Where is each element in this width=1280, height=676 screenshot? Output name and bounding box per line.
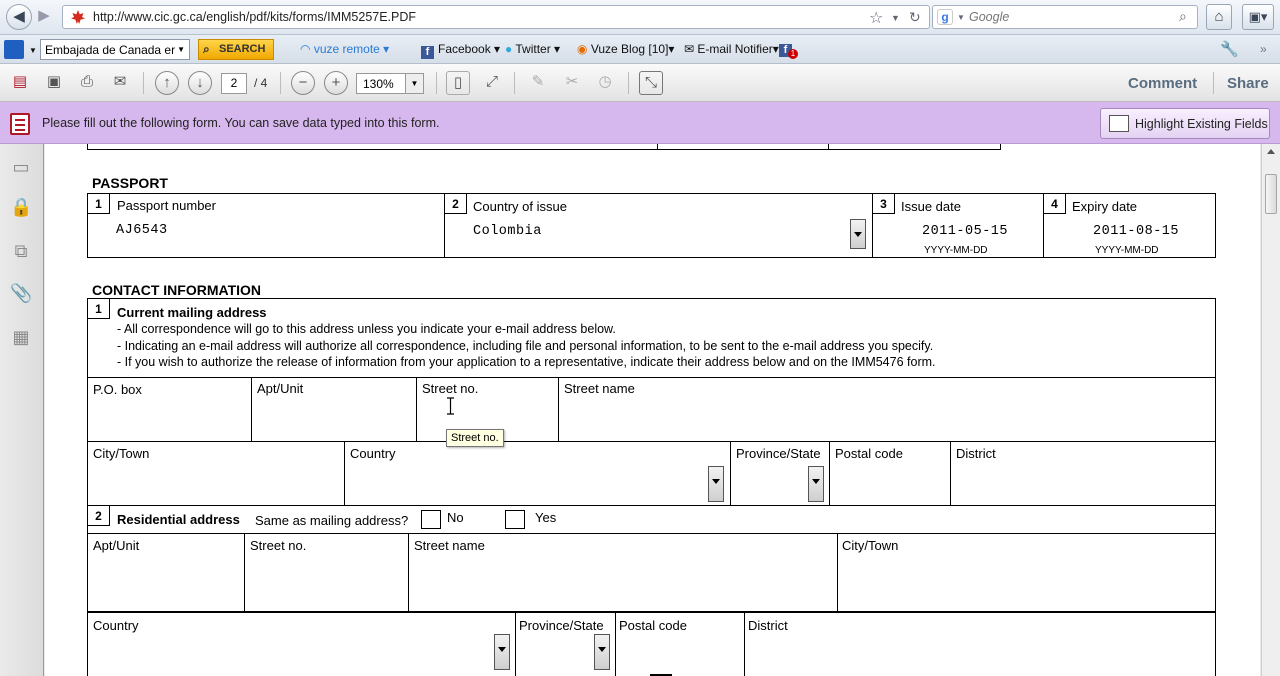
facebook-icon: f [421, 46, 434, 59]
mailing-note: - All correspondence will go to this address unless you indicate your e-mail address below. [117, 322, 616, 336]
field-number: 1 [88, 194, 110, 214]
expiry-date-field[interactable]: 2011-08-15 [1093, 224, 1180, 239]
bookmark-select-value: Embajada de Canada er [45, 43, 176, 57]
search-icon: ⌕ [203, 42, 210, 56]
history-dropdown-icon[interactable]: ▼ [891, 13, 900, 23]
toolbar-divider [280, 72, 281, 94]
comment-button[interactable]: Comment [1128, 75, 1198, 92]
toolbar-logo-icon[interactable] [4, 40, 24, 59]
page-number-input[interactable]: 2 [221, 73, 247, 94]
fit-page-icon[interactable]: ▯ [446, 71, 470, 95]
mailing-street-no-field[interactable]: Street no. [422, 381, 479, 396]
col-divider [829, 441, 830, 505]
no-label: No [447, 510, 464, 525]
wrench-icon[interactable]: 🔧 [1220, 41, 1239, 58]
sign-icon[interactable]: ✎ [531, 73, 545, 90]
table-edge [87, 149, 1001, 150]
issue-date-field[interactable]: 2011-05-15 [922, 224, 1009, 239]
text-cursor-icon [447, 397, 454, 415]
residential-province-dropdown[interactable] [594, 634, 610, 670]
magnifier-icon[interactable]: ⌕ [1179, 8, 1187, 24]
page-thumbnails-icon[interactable]: ▭ [12, 157, 30, 177]
col-divider [251, 377, 252, 441]
highlight-fields-label: Highlight Existing Fields [1135, 117, 1268, 131]
vertical-scrollbar[interactable] [1261, 144, 1280, 676]
mailing-postal-code-field[interactable]: Postal code [835, 446, 903, 461]
mailing-country-dropdown[interactable] [708, 466, 724, 502]
field-number: 4 [1044, 194, 1066, 214]
search-bar[interactable] [932, 5, 1198, 29]
search-engine-dropdown-icon[interactable]: ▼ [957, 13, 965, 22]
field-tooltip: Street no. [446, 429, 504, 447]
bookmark-star-icon[interactable]: ☆ [869, 10, 884, 27]
table-edge [1000, 144, 1001, 150]
residential-address-title: Residential address [117, 512, 240, 527]
toolbar-divider [436, 72, 437, 94]
navigation-panel [0, 144, 44, 676]
col-divider [515, 612, 516, 676]
facebook-badge-icon: f [779, 44, 792, 57]
mailing-country-field[interactable]: Country [350, 446, 396, 461]
facebook-link[interactable]: f Facebook ▾ [421, 42, 500, 59]
scroll-up-arrow-icon[interactable] [1267, 149, 1275, 154]
next-page-button[interactable]: ↓ [188, 71, 212, 95]
home-icon[interactable]: ⌂ [1206, 4, 1232, 30]
fit-width-icon[interactable]: ⤢ [485, 73, 498, 90]
col-divider [244, 533, 245, 611]
table-edge [87, 144, 88, 150]
share-button[interactable]: Share [1227, 75, 1269, 92]
col-divider [615, 612, 616, 676]
site-favicon-icon [71, 10, 85, 24]
pdf-page [45, 144, 1260, 676]
field-number: 3 [873, 194, 895, 214]
issue-date-label: Issue date [901, 199, 961, 214]
zoom-out-button[interactable]: − [291, 71, 315, 95]
pdf-toolbar [0, 64, 1280, 102]
search-placeholder: Google [969, 10, 1010, 24]
bookmarks-toolbar [0, 35, 1280, 64]
country-of-issue-field[interactable]: Colombia [473, 224, 542, 239]
create-pdf-icon[interactable]: ▤ [12, 73, 28, 90]
col-divider [558, 377, 559, 441]
zoom-in-button[interactable]: + [324, 71, 348, 95]
highlight-fields-button[interactable] [1100, 108, 1270, 139]
save-icon[interactable]: ▣ [46, 73, 62, 90]
facebook-notification[interactable] [779, 40, 796, 57]
col-divider [416, 377, 417, 441]
mailing-city-field[interactable]: City/Town [93, 446, 150, 461]
envelope-icon: ✉ [684, 42, 698, 56]
residential-street-no-field[interactable]: Street no. [250, 538, 307, 553]
twitter-link[interactable]: ● Twitter ▾ [505, 42, 561, 56]
row-divider [88, 377, 1215, 378]
field-number: 2 [445, 194, 467, 214]
table-edge [657, 144, 658, 150]
contact-table [87, 298, 1216, 676]
email-icon[interactable]: ✉ [113, 73, 127, 90]
vuze-blog-link[interactable]: ◉ Vuze Blog [10]▾ [577, 42, 675, 56]
paperclip-icon[interactable]: 📎 [10, 283, 33, 303]
twitter-icon: ● [505, 42, 516, 56]
mailing-province-field[interactable]: Province/State [736, 446, 821, 461]
passport-table [87, 193, 1216, 258]
residential-street-name-field[interactable]: Street name [414, 538, 485, 553]
field-number: 1 [88, 299, 110, 319]
passport-number-cell [88, 194, 445, 257]
tools-menu-icon[interactable]: ▣▾ [1242, 4, 1274, 30]
residential-country-field[interactable]: Country [93, 618, 139, 633]
row-divider [88, 441, 1215, 442]
yes-label: Yes [535, 510, 557, 525]
google-icon[interactable]: g [937, 9, 953, 25]
same-address-yes-checkbox[interactable] [505, 510, 525, 529]
mailing-street-name-field[interactable]: Street name [564, 381, 635, 396]
country-dropdown-button[interactable] [850, 219, 866, 249]
toolbar-overflow-icon[interactable]: » [1260, 42, 1267, 56]
col-divider [744, 612, 745, 676]
print-icon[interactable]: ⎙ [80, 73, 93, 90]
toolbar-divider [514, 72, 515, 94]
col-divider [950, 441, 951, 505]
reload-icon[interactable]: ↻ [909, 9, 921, 25]
chevron-down-icon: ▼ [177, 45, 185, 54]
mailing-district-field[interactable]: District [956, 446, 996, 461]
same-address-no-checkbox[interactable] [421, 510, 441, 529]
pages-icon[interactable]: ⧉ [14, 241, 28, 261]
notification-count: 1 [788, 49, 798, 59]
forward-button[interactable]: ▶ [38, 7, 50, 24]
scrollbar-thumb[interactable] [1265, 174, 1277, 214]
residential-apt-unit-field[interactable]: Apt/Unit [93, 538, 140, 553]
toolbar-menu-arrow-icon[interactable]: ▼ [29, 46, 37, 55]
bookmark-select[interactable] [40, 39, 190, 60]
expiry-date-label: Expiry date [1072, 199, 1138, 214]
stamp-icon[interactable]: ◷ [598, 73, 612, 90]
fullscreen-icon[interactable]: ⤡ [639, 71, 663, 95]
toolbar-search-label: SEARCH [219, 43, 266, 55]
toolbar-divider [143, 72, 144, 94]
date-format-hint: YYYY-MM-DD [1095, 245, 1159, 256]
row-divider [88, 533, 1215, 534]
col-divider [837, 533, 838, 611]
mailing-note: - If you wish to authorize the release of information from your application to a representative, indicate their address below and on the IMM5476 form. [117, 355, 936, 369]
zoom-select[interactable] [356, 73, 424, 94]
residential-district-field[interactable]: District [748, 618, 788, 633]
vuze-remote-link[interactable]: ◠ vuze remote ▾ [300, 42, 390, 56]
country-of-issue-cell [445, 194, 873, 257]
col-divider [344, 441, 345, 505]
expiry-date-cell [1044, 194, 1215, 257]
col-divider [730, 441, 731, 505]
address-bar[interactable] [62, 5, 930, 29]
residential-province-field[interactable]: Province/State [519, 618, 604, 633]
table-edge [828, 144, 829, 150]
form-message-bar [0, 102, 1280, 144]
country-of-issue-label: Country of issue [473, 199, 567, 214]
passport-number-label: Passport number [117, 198, 216, 213]
row-divider [88, 611, 1215, 613]
residential-postal-code-field[interactable]: Postal code [619, 618, 687, 633]
zoom-value: 130% [363, 77, 394, 91]
mailing-note: - Indicating an e-mail address will authorize all correspondence, including file and personal information, to be sent to the e-mail address you specify. [117, 339, 934, 353]
issue-date-cell [873, 194, 1044, 257]
url-text: http://www.cic.gc.ca/english/pdf/kits/forms/IMM5257E.PDF [93, 10, 417, 24]
rss-icon: ◉ [577, 42, 591, 56]
layers-icon[interactable]: ▦ [12, 327, 30, 347]
toolbar-divider [628, 72, 629, 94]
date-format-hint: YYYY-MM-DD [924, 245, 988, 256]
highlight-fields-icon [1109, 115, 1129, 132]
row-divider [88, 505, 1215, 506]
form-icon [10, 113, 30, 135]
chevron-down-icon[interactable]: ▼ [405, 74, 423, 93]
email-notifier-link[interactable]: ✉ E-mail Notifier▾ [684, 42, 779, 56]
residential-country-dropdown[interactable] [494, 634, 510, 670]
previous-page-button[interactable]: ↑ [155, 71, 179, 95]
passport-heading: PASSPORT [92, 175, 168, 191]
toolbar-search-button[interactable] [198, 39, 274, 60]
toolbar-divider [1213, 72, 1214, 94]
back-button[interactable]: ◀ [6, 4, 32, 30]
mailing-address-title: Current mailing address [117, 305, 267, 320]
field-number: 2 [88, 506, 110, 526]
form-message-text: Please fill out the following form. You can save data typed into this form. [42, 116, 440, 130]
lock-icon[interactable]: 🔒 [10, 197, 33, 217]
mailing-apt-unit-field[interactable]: Apt/Unit [257, 381, 304, 396]
po-box-field[interactable]: P.O. box [93, 382, 142, 397]
page-total: / 4 [254, 76, 268, 90]
passport-number-field[interactable]: AJ6543 [116, 223, 168, 238]
residential-city-field[interactable]: City/Town [842, 538, 899, 553]
wifi-icon: ◠ [300, 42, 314, 56]
same-as-mailing-question: Same as mailing address? [255, 513, 409, 528]
attach-tool-icon[interactable]: ✂ [565, 73, 579, 90]
col-divider [408, 533, 409, 611]
mailing-province-dropdown[interactable] [808, 466, 824, 502]
browser-nav-bar [0, 0, 1280, 35]
contact-heading: CONTACT INFORMATION [92, 282, 262, 298]
